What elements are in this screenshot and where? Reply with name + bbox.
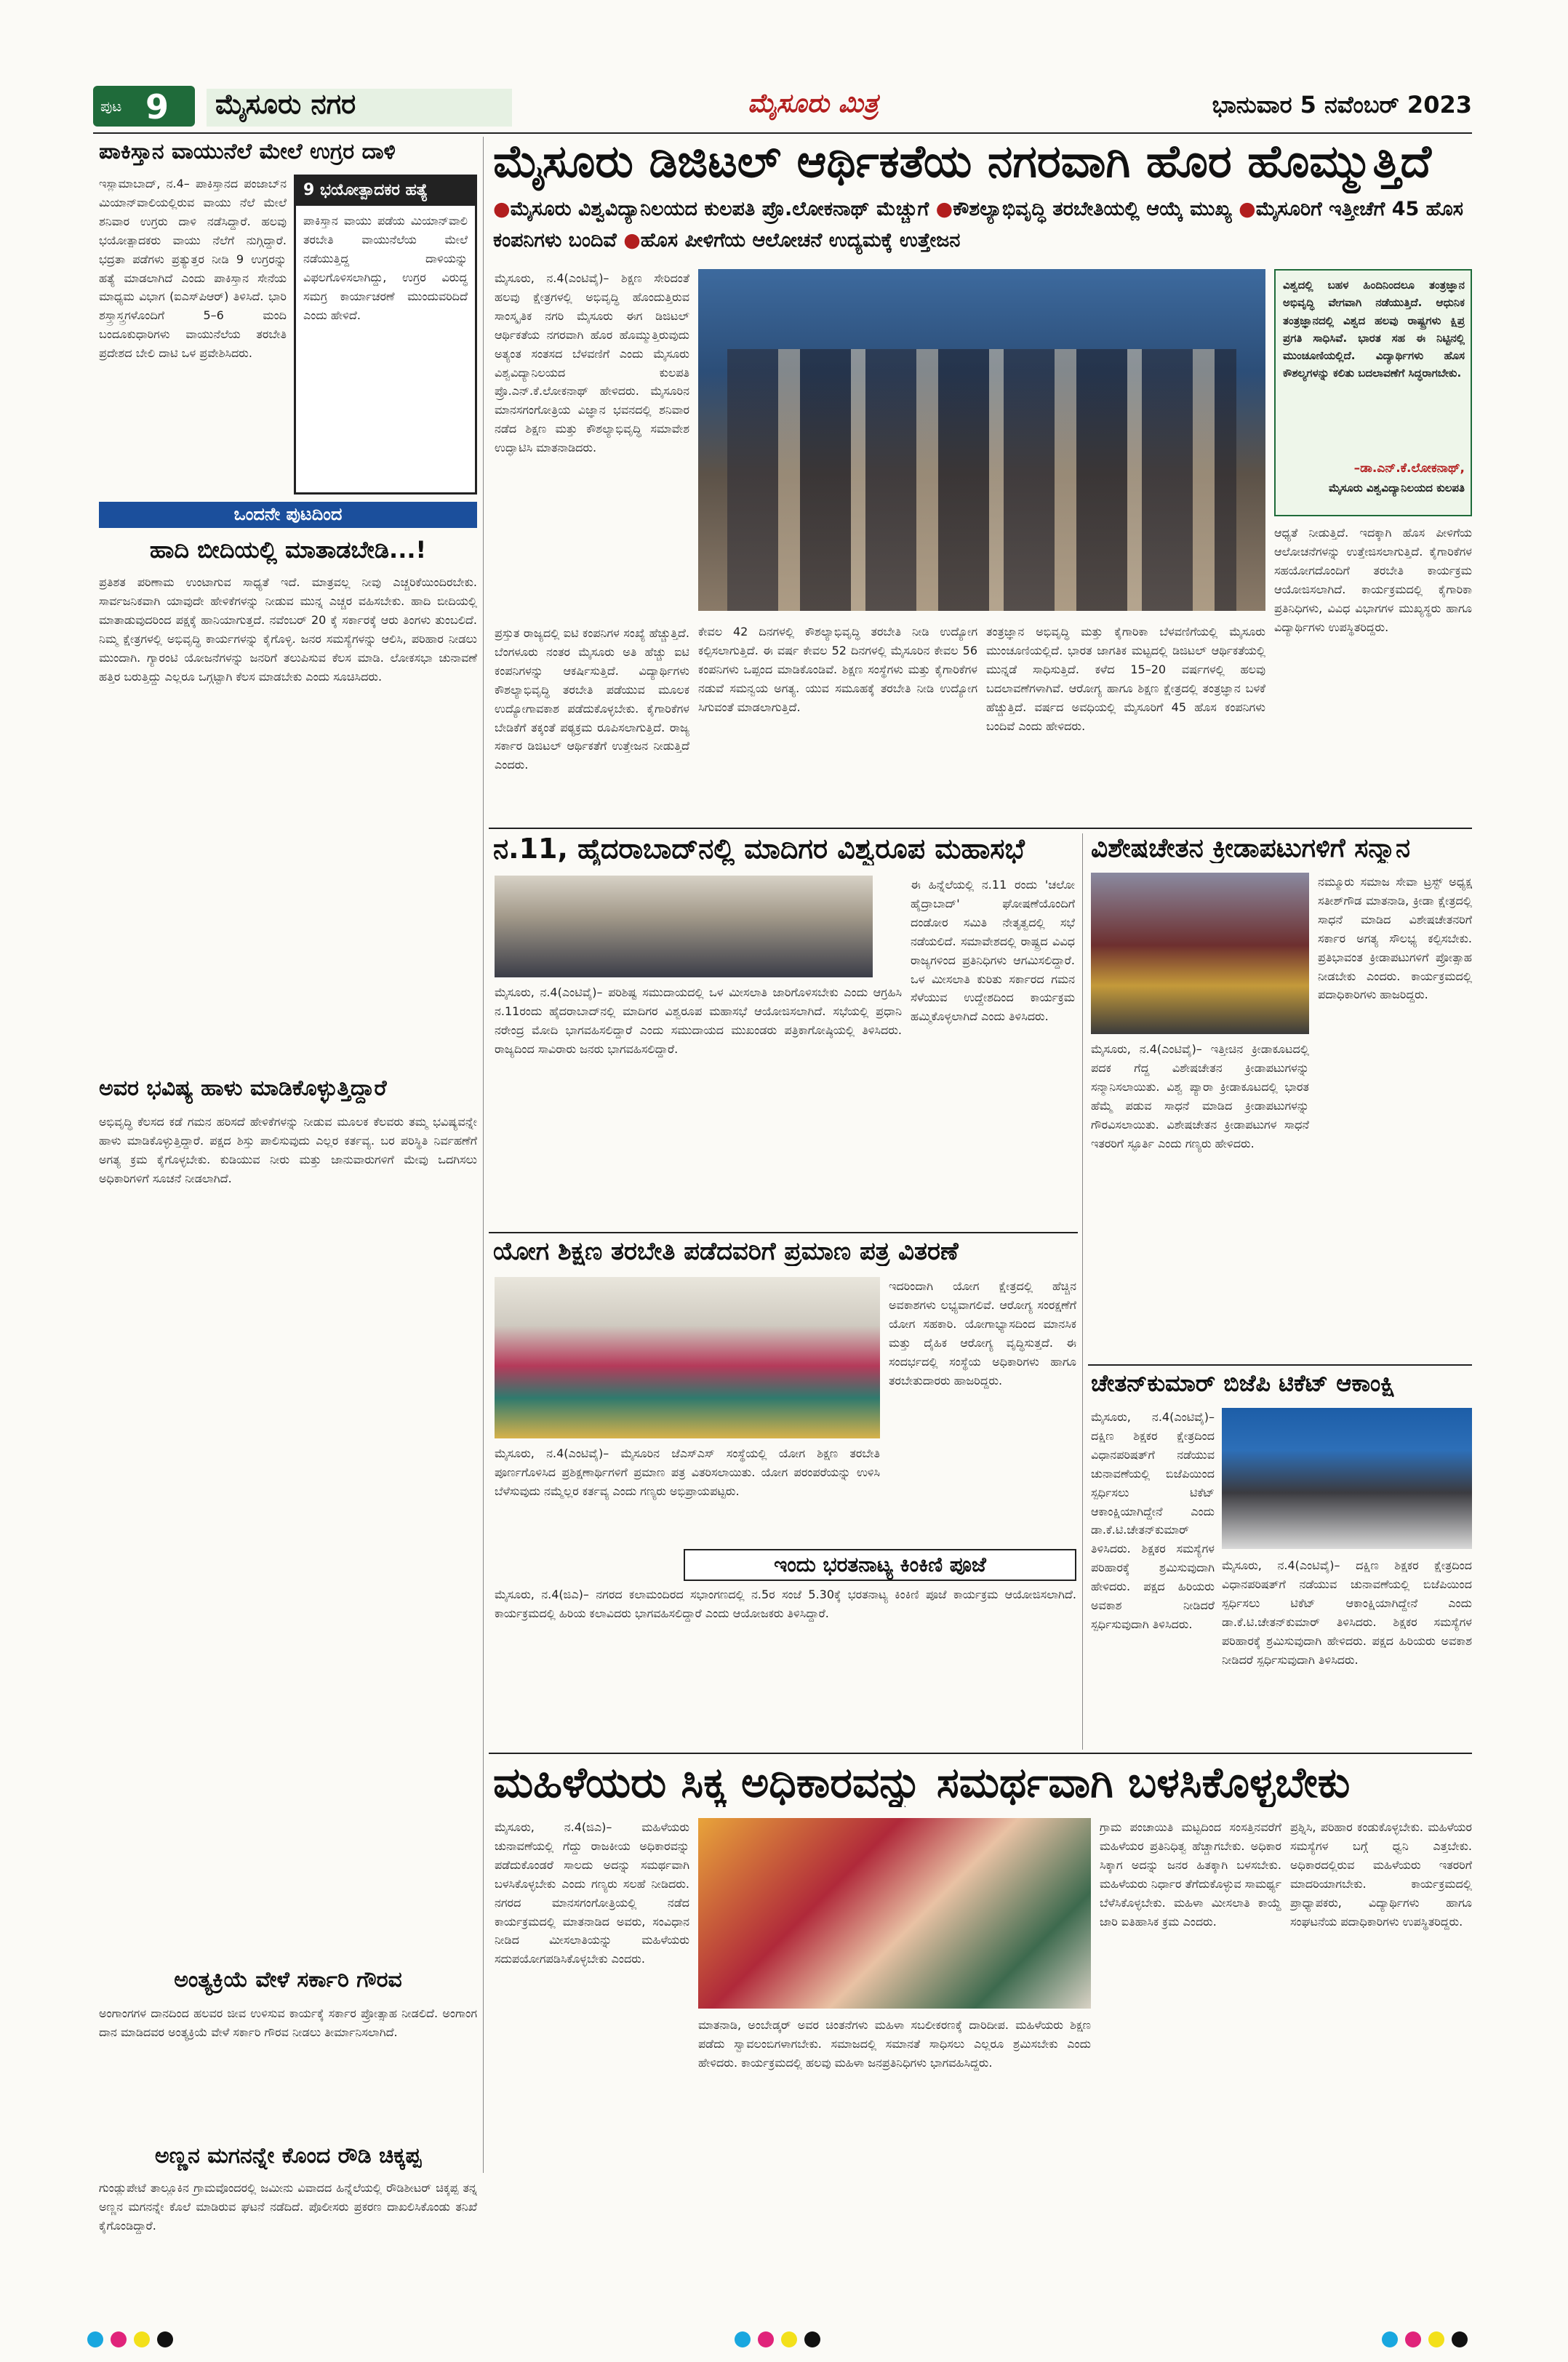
yoga-text: ಮೈಸೂರು, ನ.4(ಎಂಟಿವೈ)– ಮೈಸೂರಿನ ಜೆಎಸ್‌ಎಸ್ ಸಂಸ್ಥೆಯಲ್ಲಿ ಯೋಗ ಶಿಕ್ಷಣ ತರಬೇತಿ ಪೂರ್ಣಗೊಳಿಸಿದ ಪ್ರಶಿಕ್ಷಣಾರ್ಥಿಗಳಿಗೆ ಪ್ರಮಾಣ ಪತ್ರ ವಿತರಿಸಲಾಯಿತು. ಯೋಗ ಪರಂಪರೆಯನ್ನು ಉಳಿಸಿ ಬೆಳೆಸುವುದು ನಮ್ಮೆಲ್ಲರ ಕರ್ತವ್ಯ ಎಂದು ಗಣ್ಯರು ಅಭಿಪ್ರಾಯಪಟ್ಟರು. <box>495 1446 880 1498</box>
page-label: ಪುಟ <box>100 97 122 115</box>
sports-headline: ವಿಶೇಷಚೇತನ ಕ್ರೀಡಾಪಟುಗಳಿಗೆ ಸನ್ಮಾನ <box>1091 833 1410 863</box>
page-date: ಭಾನುವಾರ 5 ನವೆಂಬರ್ 2023 <box>1212 91 1472 119</box>
madiga-photo <box>495 876 873 977</box>
lead-quote-text: ವಿಶ್ವದಲ್ಲಿ ಬಹಳ ಹಿಂದಿನಿಂದಲೂ ತಂತ್ರಜ್ಞಾನ ಅಭಿವೃದ್ಧಿ ವೇಗವಾಗಿ ನಡೆಯುತ್ತಿದೆ. ಆಧುನಿಕ ತಂತ್ರಜ್ಞಾನದಲ್ಲಿ ವಿಶ್ವದ ಹಲವು ರಾಷ್ಟ್ರಗಳು ಕ್ಷಿಪ್ರ ಪ್ರಗತಿ ಸಾಧಿಸಿವೆ. ಭಾರತ ಸಹ ಈ ನಿಟ್ಟಿನಲ್ಲಿ ಮುಂಚೂಣಿಯಲ್ಲಿದೆ. ವಿದ್ಯಾರ್ಥಿಗಳು ಹೊಸ ಕೌಶಲ್ಯಗಳನ್ನು ಕಲಿತು ಬದಲಾವಣೆಗೆ ಸಿದ್ಧರಾಗಬೇಕು. <box>1283 279 1465 380</box>
bottom-headline: ಮಹಿಳೆಯರು ಸಿಕ್ಕ ಅಧಿಕಾರವನ್ನು ಸಮರ್ಥವಾಗಿ ಬಳಸಿಕೊಳ್ಳಬೇಕು <box>493 1758 1351 1807</box>
chetan-text-2: ಮೈಸೂರು, ನ.4(ಎಂಟಿವೈ)– ದಕ್ಷಿಣ ಶಿಕ್ಷಕರ ಕ್ಷೇತ್ರದಿಂದ ವಿಧಾನಪರಿಷತ್‌ಗೆ ನಡೆಯುವ ಚುನಾವಣೆಯಲ್ಲಿ ಬಿಜೆಪಿಯಿಂದ ಸ್ಪರ್ಧಿಸಲು ಟಿಕೆಟ್ ಆಕಾಂಕ್ಷಿಯಾಗಿದ್ದೇನೆ ಎಂದು ಡಾ.ಕೆ.ಟಿ.ಚೇತನ್‌ಕುಮಾರ್ ತಿಳಿಸಿದರು. ಶಿಕ್ಷಕರ ಸಮಸ್ಯೆಗಳ ಪರಿಹಾರಕ್ಕೆ ಶ್ರಮಿಸುವುದಾಗಿ ಹೇಳಿದರು. ಪಕ್ಷದ ಹಿರಿಯರು ಅವಕಾಶ ನೀಡಿದರೆ ಸ್ಪರ್ಧಿಸುವುದಾಗಿ ತಿಳಿಸಿದರು. <box>1222 1558 1472 1667</box>
bottom-top-rule <box>489 1753 1472 1754</box>
story1-box-label: 9 ಭಯೋತ್ಪಾದಕರ ಹತ್ಯೆ <box>296 177 475 206</box>
lead-bullet: ಮೈಸೂರು ವಿಶ್ವವಿದ್ಯಾನಿಲಯದ ಕುಲಪತಿ ಪ್ರೊ.ಲೋಕನಾಥ್ ಮೆಚ್ಚುಗೆ <box>510 198 929 220</box>
page-badge <box>93 86 195 127</box>
bharatanatya-headline: ಇಂದು ಭರತನಾಟ್ಯ ಕಿಂಕಿಣಿ ಪೂಜೆ <box>774 1553 986 1577</box>
masthead <box>93 81 1472 131</box>
continued-label: ಒಂದನೇ ಪುಟದಿಂದ <box>99 502 477 528</box>
story5-headline: ಅಣ್ಣನ ಮಗನನ್ನೇ ಕೊಂದ ರೌಡಿ ಚಿಕ್ಕಪ್ಪ <box>154 2143 422 2169</box>
story2-headline: ಹಾದಿ ಬೀದಿಯಲ್ಲಿ ಮಾತಾಡಬೇಡಿ...! <box>149 536 427 564</box>
lead-body-col3: ತಂತ್ರಜ್ಞಾನ ಅಭಿವೃದ್ಧಿ ಮತ್ತು ಕೈಗಾರಿಕಾ ಬೆಳವಣಿಗೆಯಲ್ಲಿ ಮೈಸೂರು ಮುಂಚೂಣಿಯಲ್ಲಿದೆ. ಭಾರತ ಜಾಗತಿಕ ಮಟ್ಟದಲ್ಲಿ ಡಿಜಿಟಲ್ ಆರ್ಥಿಕತೆಯಲ್ಲಿ ಮುನ್ನಡೆ ಸಾಧಿಸುತ್ತಿದೆ. ಕಳೆದ 15–20 ವರ್ಷಗಳಲ್ಲಿ ಹಲವು ಬದಲಾವಣೆಗಳಾಗಿವೆ. ಆರೋಗ್ಯ ಹಾಗೂ ಶಿಕ್ಷಣ ಕ್ಷೇತ್ರದಲ್ಲಿ ತಂತ್ರಜ್ಞಾನ ಬಳಕೆ ಹೆಚ್ಚುತ್ತಿದೆ. ವರ್ಷದ ಅವಧಿಯಲ್ಲಿ ಮೈಸೂರಿಗೆ 45 ಹೊಸ ಕಂಪನಿಗಳು ಬಂದಿವೆ ಎಂದು ಹೇಳಿದರು. <box>986 625 1265 733</box>
lead-photo-figures <box>727 349 1236 611</box>
black-dot <box>157 2331 173 2347</box>
bottom-col4: ಪ್ರಶ್ನಿಸಿ, ಪರಿಹಾರ ಕಂಡುಕೊಳ್ಳಬೇಕು. ಮಹಿಳೆಯರ ಸಮಸ್ಯೆಗಳ ಬಗ್ಗೆ ಧ್ವನಿ ಎತ್ತಬೇಕು. ಅಧಿಕಾರದಲ್ಲಿರುವ ಮಹಿಳೆಯರು ಇತರರಿಗೆ ಮಾದರಿಯಾಗಬೇಕು. ಕಾರ್ಯಕ್ರಮದಲ್ಲಿ ಪ್ರಾಧ್ಯಾಪಕರು, ವಿದ್ಯಾರ್ಥಿಗಳು ಹಾಗೂ ಸಂಘಟನೆಯ ಪದಾಧಿಕಾರಿಗಳು ಉಪಸ್ಥಿತರಿದ್ದರು. <box>1290 1820 1472 1929</box>
story1-headline: ಪಾಕಿಸ್ತಾನ ವಾಯುನೆಲೆ ಮೇಲೆ ಉಗ್ರರ ದಾಳಿ <box>99 139 396 164</box>
lead-photo <box>698 269 1265 611</box>
magenta-dot <box>758 2331 774 2347</box>
col1-divider <box>483 137 484 2173</box>
story2-text: ಪ್ರತಿಶತ ಪರಿಣಾಮ ಉಂಟಾಗುವ ಸಾಧ್ಯತೆ ಇದೆ. ಮಾತ್ರವಲ್ಲ ನೀವು ಎಚ್ಚರಿಕೆಯಿಂದಿರಬೇಕು. ಸಾರ್ವಜನಿಕವಾಗಿ ಯಾವುದೇ ಹೇಳಿಕೆಗಳನ್ನು ನೀಡುವ ಮುನ್ನ ಎಚ್ಚರ ವಹಿಸಬೇಕು. ಹಾದಿ ಬೀದಿಯಲ್ಲಿ ಮಾತಾಡುವುದರಿಂದ ಪಕ್ಷಕ್ಕೆ ಹಾನಿಯಾಗುತ್ತದೆ. ನವೆಂಬರ್ 20 ಕ್ಕೆ ಸರ್ಕಾರಕ್ಕೆ ಆರು ತಿಂಗಳು ತುಂಬಲಿದೆ. ನಿಮ್ಮ ಕ್ಷೇತ್ರಗಳಲ್ಲಿ ಅಭಿವೃದ್ಧಿ ಕಾರ್ಯಗಳನ್ನು ಕೈಗೊಳ್ಳಿ. ಜನರ ಸಮಸ್ಯೆಗಳನ್ನು ಆಲಿಸಿ, ಪರಿಹಾರ ನೀಡಲು ಮುಂದಾಗಿ. ಗ್ಯಾರಂಟಿ ಯೋಜನೆಗಳನ್ನು ಜನರಿಗೆ ತಲುಪಿಸುವ ಕೆಲಸ ಮಾಡಿ. ಲೋಕಸಭಾ ಚುನಾವಣೆ ಹತ್ತಿರ ಬರುತ್ತಿದ್ದು ಎಲ್ಲರೂ ಒಗ್ಗಟ್ಟಾಗಿ ಕೆಲಸ ಮಾಡಬೇಕು ಎಂದು ಸೂಚಿಸಿದರು. <box>99 575 477 684</box>
bharatanatya-box <box>684 1549 1076 1581</box>
madiga-text-2: ಈ ಹಿನ್ನೆಲೆಯಲ್ಲಿ ನ.11 ರಂದು 'ಚಲೋ ಹೈದ್ರಾಬಾದ್' ಘೋಷಣೆಯೊಂದಿಗೆ ದಂಡೋರ ಸಮಿತಿ ನೇತೃತ್ವದಲ್ಲಿ ಸಭೆ ನಡೆಯಲಿದೆ. ಸಮಾವೇಶದಲ್ಲಿ ರಾಷ್ಟ್ರದ ವಿವಿಧ ರಾಜ್ಯಗಳಿಂದ ಪ್ರತಿನಿಧಿಗಳು ಆಗಮಿಸಲಿದ್ದಾರೆ. ಒಳ ಮೀಸಲಾತಿ ಕುರಿತು ಸರ್ಕಾರದ ಗಮನ ಸೆಳೆಯುವ ಉದ್ದೇಶದಿಂದ ಕಾರ್ಯಕ್ರಮ ಹಮ್ಮಿಕೊಳ್ಳಲಾಗಿದೆ ಎಂದು ತಿಳಿಸಿದರು. <box>911 878 1075 1024</box>
black-dot <box>804 2331 820 2347</box>
yoga-top-rule <box>489 1232 1078 1233</box>
magenta-dot <box>1405 2331 1421 2347</box>
bharatanatya-text: ಮೈಸೂರು, ನ.4(ಜಿಎ)– ನಗರದ ಕಲಾಮಂದಿರದ ಸಭಾಂಗಣದಲ್ಲಿ ನ.5ರ ಸಂಜೆ 5.30ಕ್ಕೆ ಭರತನಾಟ್ಯ ಕಿಂಕಿಣಿ ಪೂಜೆ ಕಾರ್ಯಕ್ರಮ ಆಯೋಜಿಸಲಾಗಿದೆ. ಕಾರ್ಯಕ್ರಮದಲ್ಲಿ ಹಿರಿಯ ಕಲಾವಿದರು ಭಾಗವಹಿಸಲಿದ್ದಾರೆ ಎಂದು ಆಯೋಜಕರು ತಿಳಿಸಿದ್ದಾರೆ. <box>495 1588 1076 1620</box>
bullet-icon: ● <box>935 198 953 220</box>
registration-marks-center <box>735 2331 836 2349</box>
cyan-dot <box>735 2331 751 2347</box>
lead-bullets <box>493 193 1472 266</box>
yoga-photo <box>495 1277 880 1438</box>
chetan-photo <box>1222 1408 1472 1549</box>
sports-text: ಮೈಸೂರು, ನ.4(ಎಂಟಿವೈ)– ಇತ್ತೀಚಿನ ಕ್ರೀಡಾಕೂಟದಲ್ಲಿ ಪದಕ ಗೆದ್ದ ವಿಶೇಷಚೇತನ ಕ್ರೀಡಾಪಟುಗಳನ್ನು ಸನ್ಮಾನಿಸಲಾಯಿತು. ವಿಶ್ವ ಪ್ಯಾರಾ ಕ್ರೀಡಾಕೂಟದಲ್ಲಿ ಭಾರತ ಹೆಮ್ಮೆ ಪಡುವ ಸಾಧನೆ ಮಾಡಿದ ಕ್ರೀಡಾಪಟುಗಳನ್ನು ಗೌರವಿಸಲಾಯಿತು. ವಿಶೇಷಚೇತನ ಕ್ರೀಡಾಪಟುಗಳ ಸಾಧನೆ ಇತರರಿಗೆ ಸ್ಫೂರ್ತಿ ಎಂದು ಗಣ್ಯರು ಹೇಳಿದರು. <box>1091 1042 1309 1150</box>
yellow-dot <box>134 2331 150 2347</box>
lead-body-col4: ಆಧ್ಯತೆ ನೀಡುತ್ತಿದೆ. ಇದಕ್ಕಾಗಿ ಹೊಸ ಪೀಳಿಗೆಯ ಆಲೋಚನೆಗಳನ್ನು ಉತ್ತೇಜಿಸಲಾಗುತ್ತಿದೆ. ಕೈಗಾರಿಕೆಗಳ ಸಹಯೋಗದೊಂದಿಗೆ ತರಬೇತಿ ಕಾರ್ಯಕ್ರಮ ಆಯೋಜಿಸಲಾಗಿದೆ. ಕಾರ್ಯಕ್ರಮದಲ್ಲಿ ಕೈಗಾರಿಕಾ ಪ್ರತಿನಿಧಿಗಳು, ವಿವಿಧ ವಿಭಾಗಗಳ ಮುಖ್ಯಸ್ಥರು ಹಾಗೂ ವಿದ್ಯಾರ್ಥಿಗಳು ಉಪಸ್ಥಿತರಿದ್ದರು. <box>1274 526 1472 634</box>
yoga-headline: ಯೋಗ ಶಿಕ್ಷಣ ತರಬೇತಿ ಪಡೆದವರಿಗೆ ಪ್ರಮಾಣ ಪತ್ರ ವಿತರಣೆ <box>493 1238 959 1266</box>
bottom-col3: ಗ್ರಾಮ ಪಂಚಾಯಿತಿ ಮಟ್ಟದಿಂದ ಸಂಸತ್ತಿನವರೆಗೆ ಮಹಿಳೆಯರ ಪ್ರತಿನಿಧಿತ್ವ ಹೆಚ್ಚಾಗಬೇಕು. ಅಧಿಕಾರ ಸಿಕ್ಕಾಗ ಅದನ್ನು ಜನರ ಹಿತಕ್ಕಾಗಿ ಬಳಸಬೇಕು. ಮಹಿಳೆಯರು ನಿರ್ಧಾರ ತೆಗೆದುಕೊಳ್ಳುವ ಸಾಮರ್ಥ್ಯ ಬೆಳೆಸಿಕೊಳ್ಳಬೇಕು. ಮಹಿಳಾ ಮೀಸಲಾತಿ ಕಾಯ್ದೆ ಜಾರಿ ಐತಿಹಾಸಿಕ ಕ್ರಮ ಎಂದರು. <box>1100 1820 1281 1929</box>
lead-bottom-rule <box>489 828 1472 829</box>
lead-quote-role: ಮೈಸೂರು ವಿಶ್ವವಿದ್ಯಾನಿಲಯದ ಕುಲಪತಿ <box>1328 481 1465 495</box>
yoga-text-2: ಇದರಿಂದಾಗಿ ಯೋಗ ಕ್ಷೇತ್ರದಲ್ಲಿ ಹೆಚ್ಚಿನ ಅವಕಾಶಗಳು ಲಭ್ಯವಾಗಲಿವೆ. ಆರೋಗ್ಯ ಸಂರಕ್ಷಣೆಗೆ ಯೋಗ ಸಹಕಾರಿ. ಯೋಗಾಭ್ಯಾಸದಿಂದ ಮಾನಸಿಕ ಮತ್ತು ದೈಹಿಕ ಆರೋಗ್ಯ ವೃದ್ಧಿಸುತ್ತದೆ. ಈ ಸಂದರ್ಭದಲ್ಲಿ ಸಂಸ್ಥೆಯ ಅಧಿಕಾರಿಗಳು ಹಾಗೂ ತರಬೇತುದಾರರು ಹಾಜರಿದ್ದರು. <box>889 1279 1076 1388</box>
chetan-headline: ಚೇತನ್‌ಕುಮಾರ್ ಬಿಜೆಪಿ ಟಿಕೆಟ್ ಆಕಾಂಕ್ಷಿ <box>1091 1370 1396 1397</box>
registration-marks-left <box>87 2331 189 2349</box>
story5-text: ಗುಂಡ್ಲುಪೇಟೆ ತಾಲ್ಲೂಕಿನ ಗ್ರಾಮವೊಂದರಲ್ಲಿ ಜಮೀನು ವಿವಾದದ ಹಿನ್ನೆಲೆಯಲ್ಲಿ ರೌಡಿಶೀಟರ್ ಚಿಕ್ಕಪ್ಪ ತನ್ನ ಅಣ್ಣನ ಮಗನನ್ನೇ ಕೊಲೆ ಮಾಡಿರುವ ಘಟನೆ ನಡೆದಿದೆ. ಪೊಲೀಸರು ಪ್ರಕರಣ ದಾಖಲಿಸಿಕೊಂಡು ತನಿಖೆ ಕೈಗೊಂಡಿದ್ದಾರೆ. <box>99 2181 477 2233</box>
madiga-text: ಮೈಸೂರು, ನ.4(ಎಂಟಿವೈ)– ಪರಿಶಿಷ್ಟ ಸಮುದಾಯದಲ್ಲಿ ಒಳ ಮೀಸಲಾತಿ ಜಾರಿಗೊಳಿಸಬೇಕು ಎಂದು ಆಗ್ರಹಿಸಿ ನ.11ರಂದು ಹೈದರಾಬಾದ್‌ನಲ್ಲಿ ಮಾದಿಗರ ವಿಶ್ವರೂಪ ಮಹಾಸಭೆ ಆಯೋಜಿಸಲಾಗಿದೆ. ಸಭೆಯಲ್ಲಿ ಪ್ರಧಾನಿ ನರೇಂದ್ರ ಮೋದಿ ಭಾಗವಹಿಸಲಿದ್ದಾರೆ ಎಂದು ಸಮುದಾಯದ ಮುಖಂಡರು ಪತ್ರಿಕಾಗೋಷ್ಠಿಯಲ್ಲಿ ತಿಳಿಸಿದರು. ರಾಜ್ಯದಿಂದ ಸಾವಿರಾರು ಜನರು ಭಾಗವಹಿಸಲಿದ್ದಾರೆ. <box>495 985 902 1056</box>
story1-text: ಇಸ್ಲಾಮಾಬಾದ್, ನ.4– ಪಾಕಿಸ್ತಾನದ ಪಂಜಾಬ್‌ನ ಮಿಯಾನ್‌ವಾಲಿಯಲ್ಲಿರುವ ವಾಯು ನೆಲೆ ಮೇಲೆ ಶನಿವಾರ ಉಗ್ರರು ದಾಳಿ ನಡೆಸಿದ್ದಾರೆ. ಹಲವು ಭಯೋತ್ಪಾದಕರು ವಾಯು ನೆಲೆಗೆ ನುಗ್ಗಿದ್ದಾರೆ. ಭದ್ರತಾ ಪಡೆಗಳು ಪ್ರತ್ಯುತ್ತರ ನೀಡಿ 9 ಉಗ್ರರನ್ನು ಹತ್ಯೆ ಮಾಡಲಾಗಿದೆ ಎಂದು ಪಾಕಿಸ್ತಾನ ಸೇನೆಯ ಮಾಧ್ಯಮ ವಿಭಾಗ (ಐಎಸ್‌ಪಿಆರ್) ತಿಳಿಸಿದೆ. ಭಾರಿ ಶಸ್ತ್ರಾಸ್ತ್ರಗಳೊಂದಿಗೆ 5–6 ಮಂದಿ ಬಂದೂಕುಧಾರಿಗಳು ವಾಯುನೆಲೆಯ ತರಬೇತಿ ಪ್ರದೇಶದ ಬೇಲಿ ದಾಟಿ ಒಳ ಪ್ರವೇಶಿಸಿದರು. <box>99 177 287 361</box>
story3-text: ಅಭಿವೃದ್ಧಿ ಕೆಲಸದ ಕಡೆ ಗಮನ ಹರಿಸದೆ ಹೇಳಿಕೆಗಳನ್ನು ನೀಡುವ ಮೂಲಕ ಕೆಲವರು ತಮ್ಮ ಭವಿಷ್ಯವನ್ನೇ ಹಾಳು ಮಾಡಿಕೊಳ್ಳುತ್ತಿದ್ದಾರೆ. ಪಕ್ಷದ ಶಿಸ್ತು ಪಾಲಿಸುವುದು ಎಲ್ಲರ ಕರ್ತವ್ಯ. ಬರ ಪರಿಸ್ಥಿತಿ ನಿರ್ವಹಣೆಗೆ ಅಗತ್ಯ ಕ್ರಮ ಕೈಗೊಳ್ಳಬೇಕು. ಕುಡಿಯುವ ನೀರು ಮತ್ತು ಜಾನುವಾರುಗಳಿಗೆ ಮೇವು ಒದಗಿಸಲು ಅಧಿಕಾರಿಗಳಿಗೆ ಸೂಚನೆ ನೀಡಲಾಗಿದೆ. <box>99 1115 477 1185</box>
sports-text-2: ನಮ್ಮೂರು ಸಮಾಜ ಸೇವಾ ಟ್ರಸ್ಟ್ ಅಧ್ಯಕ್ಷ ಸತೀಶ್‌ಗೌಡ ಮಾತನಾಡಿ, ಕ್ರೀಡಾ ಕ್ಷೇತ್ರದಲ್ಲಿ ಸಾಧನೆ ಮಾಡಿದ ವಿಶೇಷಚೇತನರಿಗೆ ಸರ್ಕಾರ ಅಗತ್ಯ ಸೌಲಭ್ಯ ಕಲ್ಪಿಸಬೇಕು. ಪ್ರತಿಭಾವಂತ ಕ್ರೀಡಾಪಟುಗಳಿಗೆ ಪ್ರೋತ್ಸಾಹ ನೀಡಬೇಕು ಎಂದರು. ಕಾರ್ಯಕ್ರಮದಲ್ಲಿ ಪದಾಧಿಕಾರಿಗಳು ಹಾಜರಿದ್ದರು. <box>1318 875 1472 1002</box>
story3-headline: ಅವರ ಭವಿಷ್ಯ ಹಾಳು ಮಾಡಿಕೊಳ್ಳುತ್ತಿದ್ದಾರೆ <box>99 1076 387 1101</box>
bullet-icon: ● <box>623 229 641 252</box>
lead-bullet: ಮೈಸೂರಿಗೆ ಇತ್ತೀಚೆಗೆ 45 ಹೊಸ ಕಂಪನಿಗಳು ಬಂದಿವೆ <box>493 198 1464 252</box>
bottom-col2: ಮಾತನಾಡಿ, ಅಂಬೇಡ್ಕರ್ ಅವರ ಚಿಂತನೆಗಳು ಮಹಿಳಾ ಸಬಲೀಕರಣಕ್ಕೆ ದಾರಿದೀಪ. ಮಹಿಳೆಯರು ಶಿಕ್ಷಣ ಪಡೆದು ಸ್ವಾವಲಂಬಿಗಳಾಗಬೇಕು. ಸಮಾಜದಲ್ಲಿ ಸಮಾನತೆ ಸಾಧಿಸಲು ಎಲ್ಲರೂ ಶ್ರಮಿಸಬೇಕು ಎಂದು ಹೇಳಿದರು. ಕಾರ್ಯಕ್ರಮದಲ್ಲಿ ಹಲವು ಮಹಿಳಾ ಜನಪ್ರತಿನಿಧಿಗಳು ಭಾಗವಹಿಸಿದ್ದರು. <box>698 2018 1091 2070</box>
lead-bullet: ಕೌಶಲ್ಯಾಭಿವೃದ್ಧಿ ತರಬೇತಿಯಲ್ಲಿ ಆಯ್ಕೆ ಮುಖ್ಯ <box>953 198 1232 220</box>
chetan-top-rule <box>1088 1364 1472 1366</box>
lead-quote-author: –ಡಾ.ಎನ್.ಕೆ.ಲೋಕನಾಥ್, <box>1353 461 1465 476</box>
sports-photo <box>1091 873 1309 1034</box>
lead-quote-box <box>1274 269 1472 516</box>
section-title: ಮೈಸೂರು ನಗರ <box>207 89 512 127</box>
masthead-rule <box>93 132 1472 134</box>
mid-divider <box>1082 833 1083 1750</box>
cyan-dot <box>1382 2331 1398 2347</box>
paper-name: ಮೈಸೂರು ಮಿತ್ರ <box>748 89 879 119</box>
lead-headline: ಮೈಸೂರು ಡಿಜಿಟಲ್ ಆರ್ಥಿಕತೆಯ ನಗರವಾಗಿ ಹೊರ ಹೊಮ್ಮುತ್ತಿದೆ <box>493 135 1432 188</box>
magenta-dot <box>111 2331 127 2347</box>
lead-body-col2: ಕೇವಲ 42 ದಿನಗಳಲ್ಲಿ ಕೌಶಲ್ಯಾಭಿವೃದ್ಧಿ ತರಬೇತಿ ನೀಡಿ ಉದ್ಯೋಗ ಕಲ್ಪಿಸಲಾಗುತ್ತಿದೆ. ಈ ವರ್ಷ ಕೇವಲ 52 ದಿನಗಳಲ್ಲಿ ಮೈಸೂರಿನ ಕೇವಲ 56 ಕಂಪನಿಗಳು ಒಪ್ಪಂದ ಮಾಡಿಕೊಂಡಿವೆ. ಶಿಕ್ಷಣ ಸಂಸ್ಥೆಗಳು ಮತ್ತು ಕೈಗಾರಿಕೆಗಳ ನಡುವೆ ಸಮನ್ವಯ ಅಗತ್ಯ. ಯುವ ಸಮೂಹಕ್ಕೆ ತರಬೇತಿ ನೀಡಿ ಉದ್ಯೋಗ ಸಿಗುವಂತೆ ಮಾಡಲಾಗುತ್ತಿದೆ. <box>698 625 977 714</box>
lead-intro-text: ಮೈಸೂರು, ನ.4(ಎಂಟಿವೈ)– ಶಿಕ್ಷಣ ಸೇರಿದಂತೆ ಹಲವು ಕ್ಷೇತ್ರಗಳಲ್ಲಿ ಅಭಿವೃದ್ಧಿ ಹೊಂದುತ್ತಿರುವ ಸಾಂಸ್ಕೃತಿಕ ನಗರಿ ಮೈಸೂರು ಈಗ ಡಿಜಿಟಲ್ ಆರ್ಥಿಕತೆಯ ನಗರವಾಗಿ ಹೊರ ಹೊಮ್ಮುತ್ತಿರುವುದು ಅತ್ಯಂತ ಸಂತಸದ ಬೆಳವಣಿಗೆ ಎಂದು ಮೈಸೂರು ವಿಶ್ವವಿದ್ಯಾನಿಲಯದ ಕುಲಪತಿ ಪ್ರೊ.ಎನ್.ಕೆ.ಲೋಕನಾಥ್ ಹೇಳಿದರು. ಮೈಸೂರಿನ ಮಾನಸಗಂಗೋತ್ರಿಯ ವಿಜ್ಞಾನ ಭವನದಲ್ಲಿ ಶನಿವಾರ ನಡೆದ ಶಿಕ್ಷಣ ಮತ್ತು ಕೌಶಲ್ಯಾಭಿವೃದ್ಧಿ ಸಮಾವೇಶ ಉದ್ಘಾಟಿಸಿ ಮಾತನಾಡಿದರು. <box>495 271 689 455</box>
story4-headline: ಅಂತ್ಯಕ್ರಿಯೆ ವೇಳೆ ಸರ್ಕಾರಿ ಗೌರವ <box>174 1967 402 1993</box>
lead-body-col1: ಪ್ರಸ್ತುತ ರಾಜ್ಯದಲ್ಲಿ ಐಟಿ ಕಂಪನಿಗಳ ಸಂಖ್ಯೆ ಹೆಚ್ಚುತ್ತಿದೆ. ಬೆಂಗಳೂರು ನಂತರ ಮೈಸೂರು ಅತಿ ಹೆಚ್ಚು ಐಟಿ ಕಂಪನಿಗಳನ್ನು ಆಕರ್ಷಿಸುತ್ತಿದೆ. ವಿದ್ಯಾರ್ಥಿಗಳು ಕೌಶಲ್ಯಾಭಿವೃದ್ಧಿ ತರಬೇತಿ ಪಡೆಯುವ ಮೂಲಕ ಉದ್ಯೋಗಾವಕಾಶ ಪಡೆದುಕೊಳ್ಳಬೇಕು. ಕೈಗಾರಿಕೆಗಳ ಬೇಡಿಕೆಗೆ ತಕ್ಕಂತೆ ಪಠ್ಯಕ್ರಮ ರೂಪಿಸಲಾಗುತ್ತಿದೆ. ರಾಜ್ಯ ಸರ್ಕಾರ ಡಿಜಿಟಲ್ ಆರ್ಥಿಕತೆಗೆ ಉತ್ತೇಜನ ನೀಡುತ್ತಿದೆ ಎಂದರು. <box>495 626 689 772</box>
registration-marks-right <box>1382 2331 1484 2349</box>
chetan-text: ಮೈಸೂರು, ನ.4(ಎಂಟಿವೈ)– ದಕ್ಷಿಣ ಶಿಕ್ಷಕರ ಕ್ಷೇತ್ರದಿಂದ ವಿಧಾನಪರಿಷತ್‌ಗೆ ನಡೆಯುವ ಚುನಾವಣೆಯಲ್ಲಿ ಬಿಜೆಪಿಯಿಂದ ಸ್ಪರ್ಧಿಸಲು ಟಿಕೆಟ್ ಆಕಾಂಕ್ಷಿಯಾಗಿದ್ದೇನೆ ಎಂದು ಡಾ.ಕೆ.ಟಿ.ಚೇತನ್‌ಕುಮಾರ್ ತಿಳಿಸಿದರು. ಶಿಕ್ಷಕರ ಸಮಸ್ಯೆಗಳ ಪರಿಹಾರಕ್ಕೆ ಶ್ರಮಿಸುವುದಾಗಿ ಹೇಳಿದರು. ಪಕ್ಷದ ಹಿರಿಯರು ಅವಕಾಶ ನೀಡಿದರೆ ಸ್ಪರ್ಧಿಸುವುದಾಗಿ ತಿಳಿಸಿದರು. <box>1091 1410 1215 1631</box>
bullet-icon: ● <box>493 198 511 220</box>
madiga-headline: ನ.11, ಹೈದರಾಬಾದ್‌ನಲ್ಲಿ ಮಾದಿಗರ ವಿಶ್ವರೂಪ ಮಹಾಸಭೆ <box>493 833 1025 865</box>
yellow-dot <box>781 2331 797 2347</box>
story1-box <box>294 175 477 495</box>
yellow-dot <box>1428 2331 1444 2347</box>
page-number: 9 <box>145 87 169 127</box>
black-dot <box>1452 2331 1468 2347</box>
bullet-icon: ● <box>1239 198 1256 220</box>
bottom-col1: ಮೈಸೂರು, ನ.4(ಜಿಎ)– ಮಹಿಳೆಯರು ಚುನಾವಣೆಯಲ್ಲಿ ಗೆದ್ದು ರಾಜಕೀಯ ಅಧಿಕಾರವನ್ನು ಪಡೆದುಕೊಂಡರೆ ಸಾಲದು ಅದನ್ನು ಸಮರ್ಥವಾಗಿ ಬಳಸಿಕೊಳ್ಳಬೇಕು ಎಂದು ಗಣ್ಯರು ಸಲಹೆ ನೀಡಿದರು. ನಗರದ ಮಾನಸಗಂಗೋತ್ರಿಯಲ್ಲಿ ನಡೆದ ಕಾರ್ಯಕ್ರಮದಲ್ಲಿ ಮಾತನಾಡಿದ ಅವರು, ಸಂವಿಧಾನ ನೀಡಿದ ಮೀಸಲಾತಿಯನ್ನು ಮಹಿಳೆಯರು ಸದುಪಯೋಗಪಡಿಸಿಕೊಳ್ಳಬೇಕು ಎಂದರು. <box>495 1820 689 1966</box>
lead-bullet: ಹೊಸ ಪೀಳಿಗೆಯ ಆಲೋಚನೆ ಉದ್ಯಮಕ್ಕೆ ಉತ್ತೇಜನ <box>640 229 961 252</box>
story4-text: ಅಂಗಾಂಗಗಳ ದಾನದಿಂದ ಹಲವರ ಜೀವ ಉಳಿಸುವ ಕಾರ್ಯಕ್ಕೆ ಸರ್ಕಾರ ಪ್ರೋತ್ಸಾಹ ನೀಡಲಿದೆ. ಅಂಗಾಂಗ ದಾನ ಮಾಡಿದವರ ಅಂತ್ಯಕ್ರಿಯೆ ವೇಳೆ ಸರ್ಕಾರಿ ಗೌರವ ನೀಡಲು ತೀರ್ಮಾನಿಸಲಾಗಿದೆ. <box>99 2006 477 2039</box>
story1-box-text: ಪಾಕಿಸ್ತಾನ ವಾಯು ಪಡೆಯ ಮಿಯಾನ್‌ವಾಲಿ ತರಬೇತಿ ವಾಯುನೆಲೆಯ ಮೇಲೆ ನಡೆಯುತ್ತಿದ್ದ ದಾಳಿಯನ್ನು ವಿಫಲಗೊಳಿಸಲಾಗಿದ್ದು, ಉಗ್ರರ ವಿರುದ್ಧ ಸಮಗ್ರ ಕಾರ್ಯಾಚರಣೆ ಮುಂದುವರಿದಿದೆ ಎಂದು ಹೇಳಿದೆ. <box>303 214 468 322</box>
bottom-photo <box>698 1818 1091 2009</box>
cyan-dot <box>87 2331 103 2347</box>
